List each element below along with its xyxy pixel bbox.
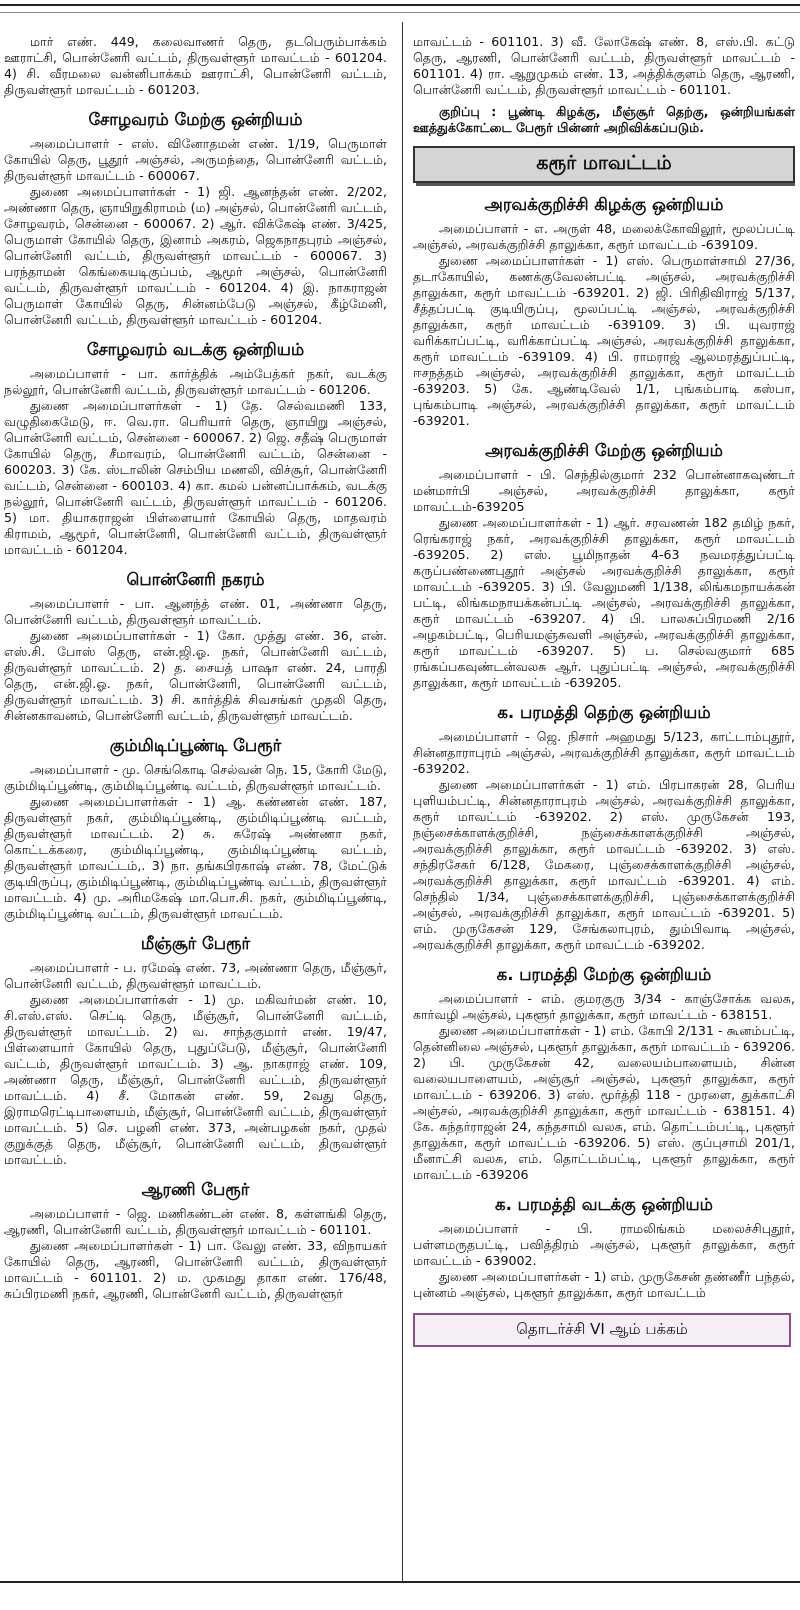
bottom-rule: [0, 1581, 800, 1583]
body-paragraph: துணை அமைப்பாளர்கள் - 1) பா. வேலு எண். 33, விநாயகர் கோயில் தெரு, ஆரணி, பொன்னேரி வட்டம், திருவள்ளூர் மாவட்டம் - 601101. 2) ம. முகமது தாகா எண். 176/48, சுப்பிரமணி நகர், ஆரணி, பொன்னேரி வட்டம், திருவள்ளூர்: [4, 1238, 387, 1301]
body-paragraph: அமைப்பாளர் - எ. அருள் 48, மலைக்கோவிலூர், மூலப்பட்டி அஞ்சல், அரவக்குறிச்சி தாலுக்கா, கரூர் மாவட்டம் -639109.: [413, 221, 795, 252]
left-column: [4, 34, 387, 1577]
district-banner: கரூர் மாவட்டம்: [413, 146, 795, 183]
section-heading: அரவக்குறிச்சி கிழக்கு ஒன்றியம்: [484, 195, 724, 214]
body-paragraph: துணை அமைப்பாளர்கள் - 1) ஆ. கண்ணன் எண். 187, திருவள்ளூர் நகர், கும்மிடிப்பூண்டி, கும்மிடிப்பூண்டி வட்டம், திருவள்ளூர் மாவட்டம். 2) சு. சுரேஷ் அண்ணா நகர், கொட்டக்கரை, கும்மிடிப்பூண்டி, கும்மிடிப்பூண்டி வட்டம், திருவள்ளூர் மாவட்டம்,. 3) நா. தங்கபிரகாஷ் எண். 78, மேட்டுக் குடியிருப்பு, கும்மிடிப்பூண்டி, கும்மிடிப்பூண்டி வட்டம், திருவள்ளூர் மாவட்டம். 4) மு. அரிமகேஷ் மா.பொ.சி. நகர், கும்மிடிப்பூண்டி, கும்மிடிப்பூண்டி வட்டம், திருவள்ளூர் மாவட்டம்.: [4, 794, 387, 921]
body-paragraph: துணை அமைப்பாளர்கள் - 1) எம். பிரபாகரன் 28, பெரிய புளியம்பட்டி, சின்னதாராபுரம் அஞ்சல், அரவக்குறிச்சி தாலுக்கா, கரூர் மாவட்டம் -639202. 2) எஸ். முருகேசன் 193, நஞ்சைக்காளக்குறிச்சி, நஞ்சைக்காளக்குறிச்சி அஞ்சல், அரவக்குறிச்சி தாலுக்கா, கரூர் மாவட்டம் -639202. 3) எஸ். சந்திரசேகர் 6/128, மேகரை, புஞ்சைக்காளக்குறிச்சி அஞ்சல், அரவக்குறிச்சி தாலுக்கா, கரூர் மாவட்டம் -639201. 4) எம். செந்தில் 1/34, புஞ்சைக்காளக்குறிச்சி, புஞ்சைக்காளக்குறிச்சி அஞ்சல், அரவக்குறிச்சி தாலுக்கா, கரூர் மாவட்டம் -639201. 5) எம். முருகேசன் 129, சேங்கலாபுரம், தும்பிவாடி அஞ்சல், அரவக்குறிச்சி தாலுக்கா, கரூர் மாவட்டம் -639202.: [413, 777, 795, 952]
body-paragraph: அமைப்பாளர் - ப. ரமேஷ் எண். 73, அண்ணா தெரு, மீஞ்சூர், பொன்னேரி வட்டம், திருவள்ளூர் மாவட்டம்.: [4, 960, 387, 991]
section-heading: க. பரமத்தி வடக்கு ஒன்றியம்: [495, 1195, 713, 1214]
body-paragraph: துணை அமைப்பாளர்கள் - 1) எம். முருகேசன் தண்ணீர் பந்தல், புன்னம் அஞ்சல், புகளூர் தாலுக்கா, கரூர் மாவட்டம்: [413, 1269, 795, 1300]
body-paragraph: துணை அமைப்பாளர்கள் - 1) கோ. முத்து எண். 36, என். எஸ்.சி. போஸ் தெரு, என்.ஜி.ஓ. நகர், பொன்னேரி வட்டம், திருவள்ளூர் மாவட்டம். 2) த. சையத் பாஷா எண். 24, பாரதி தெரு, என்.ஜி.ஓ. நகர், பொன்னேரி, பொன்னேரி வட்டம், திருவள்ளூர் மாவட்டம். 3) சி. கார்த்திக் சிவசங்கர் முதலி தெரு, சின்னகாவனம், பொன்னேரி வட்டம், திருவள்ளூர் மாவட்டம்.: [4, 628, 387, 723]
body-paragraph: அமைப்பாளர் - பி. ராமலிங்கம் மலைச்சிபுதூர், பள்ளமருதபட்டி, பவித்திரம் அஞ்சல், புகளூர் தாலுக்கா, கரூர் மாவட்டம் - 639002.: [413, 1221, 795, 1268]
section-heading: க. பரமத்தி தெற்கு ஒன்றியம்: [497, 703, 711, 722]
body-paragraph: அமைப்பாளர் - எம். குமரகுரு 3/34 - காஞ்சோக்க வலசு, கார்வழி அஞ்சல், புகளூர் தாலுக்கா, கரூர் மாவட்டம் - 638151.: [413, 991, 795, 1022]
section-heading: அரவக்குறிச்சி மேற்கு ஒன்றியம்: [485, 441, 723, 460]
continued-on-box: தொடர்ச்சி VI ஆம் பக்கம்: [413, 1313, 791, 1347]
section-heading: க. பரமத்தி மேற்கு ஒன்றியம்: [496, 965, 712, 984]
note-paragraph: குறிப்பு : பூண்டி கிழக்கு, மீஞ்சூர் தெற்கு, ஒன்றியங்கள் ஊத்துக்கோட்டை பேரூர் பின்னர் அறிவிக்கப்படும்.: [413, 104, 795, 135]
body-paragraph: அமைப்பாளர் - மு. செங்கொடி செல்வன் நெ. 15, கோரி மேடு, கும்மிடிப்பூண்டி, கும்மிடிப்பூண்டி வட்டம், திருவள்ளூர் மாவட்டம்.: [4, 762, 387, 793]
body-paragraph: அமைப்பாளர் - பா. ஆனந்த் எண். 01, அண்ணா தெரு, பொன்னேரி வட்டம், திருவள்ளூர் மாவட்டம்.: [4, 596, 387, 627]
top-rule: [0, 4, 800, 6]
body-paragraph: துணை அமைப்பாளர்கள் - 1) எம். கோபி 2/131 - கூனம்பட்டி, தென்னிலை அஞ்சல், புகளூர் தாலுக்கா, கரூர் மாவட்டம் - 639206. 2) பி. முருகேசன் 42, வலையம்பாளையம், சின்ன வலையபாளையம், அஞ்சூர் அஞ்சல், புகளூர் தாலுக்கா, கரூர் மாவட்டம் - 639206. 3) எஸ். மூர்த்தி 118 - முரளை, துக்காட்சி அஞ்சல், அரவக்குறிச்சி தாலுக்கா, கரூர் மாவட்டம் - 638151. 4) கே. சுந்தர்ராஜன் 24, கந்தசாமி வலசு, எம். தொட்டம்பட்டி, புகளூர் தாலுக்கா, கரூர் மாவட்டம் -639206. 5) எஸ். குப்புசாமி 201/1, மீனாட்சி வலசு, எம். தொட்டம்பட்டி, புகளூர் தாலுக்கா, கரூர் மாவட்டம் -639206: [413, 1023, 795, 1182]
section-heading: சோழவரம் மேற்கு ஒன்றியம்: [88, 110, 303, 129]
top-rule-thin: [0, 12, 800, 13]
body-paragraph: அமைப்பாளர் - பா. கார்த்திக் அம்பேத்கர் நகர், வடக்கு நல்லூர், பொன்னேரி வட்டம், திருவள்ளூர் மாவட்டம் - 601206.: [4, 366, 387, 397]
body-paragraph: துணை அமைப்பாளர்கள் - 1) ஆர். சரவணன் 182 தமிழ் நகர், ரெங்கராஜ் நகர், அரவக்குறிச்சி தாலுக்கா, கரூர் மாவட்டம் -639205. 2) எஸ். பூமிநாதன் 4-63 நவமரத்துப்பட்டி கருப்பண்ணைபுதூர் அஞ்சல் அரவக்குறிச்சி தாலுக்கா, கரூர் மாவட்டம் -639205. 3) பி. வேலுமணி 1/138, லிங்கமநாயக்கன் பட்டி, லிங்கமநாயக்கன்பட்டி அஞ்சல், அரவக்குறிச்சி தாலுக்கா, கரூர் மாவட்டம் -639207. 4) பி. பாலசுப்பிரமணி 2/16 அழகம்பட்டி, பெரியமஞ்சுவளி அஞ்சல், அரவக்குறிச்சி தாலுக்கா, கரூர் மாவட்டம் -639207. 5) ப. செல்வகுமார் 685 ரங்கப்பகவுண்டன்வலசு ஆர். புதுப்பட்டி அஞ்சல், அரவக்குறிச்சி தாலுக்கா, கரூர் மாவட்டம் -639205.: [413, 515, 795, 690]
section-heading: சோழவரம் வடக்கு ஒன்றியம்: [86, 340, 305, 359]
body-paragraph: துணை அமைப்பாளர்கள் - 1) தே. செல்வமணி 133, வழுதிகைமேடு, ஈ. வெ.ரா. பெரியார் தெரு, ஞாயிறு அஞ்சல், பொன்னேரி வட்டம், சென்னை - 600067. 2) ஜெ. சதீஷ் பெருமாள் கோயில் தெரு, சீமாவரம், பொன்னேரி வட்டம், சென்னை - 600203. 3) கே. ஸ்டாலின் செம்பிய மணலி, விச்சூர், பொன்னேரி வட்டம், சென்னை - 600103. 4) கா. கமல் பன்னப்பாக்கம், வடக்கு நல்லூர், பொன்னேரி வட்டம், திருவள்ளூர் மாவட்டம் - 601206. 5) மா. தியாகராஜன் பிள்ளையார் கோயில் தெரு, மாதவரம் கிராமம், ஆமூர், பொன்னேரி, பொன்னேரி வட்டம், திருவள்ளூர் மாவட்டம் - 601204.: [4, 398, 387, 557]
body-paragraph: அமைப்பாளர் - ஜெ. நிசார் அஹமது 5/123, காட்டாம்புதூர், சின்னதாராபுரம் அஞ்சல், அரவக்குறிச்சி தாலுக்கா, கரூர் மாவட்டம் -639202.: [413, 729, 795, 776]
body-paragraph: துணை அமைப்பாளர்கள் - 1) எஸ். பெருமாள்சாமி 27/36, தடாகோயில், கணக்குவேலன்பட்டி அஞ்சல், அரவக்குறிச்சி தாலுக்கா, கரூர் மாவட்டம் -639201. 2) ஜி. பிரிதிவிராஜ் 5/137, சீத்தப்பட்டி குடியிருப்பு, மூலப்பட்டி அஞ்சல், அரவக்குறிச்சி தாலுக்கா, கரூர் மாவட்டம் -639109. 3) பி. யுவராஜ் வரிக்காப்பட்டி, வரிக்காப்பட்டி அஞ்சல், அரவக்குறிச்சி தாலுக்கா, கரூர் மாவட்டம் -639109. 4) பி. ராமராஜ் ஆலமரத்துப்பட்டி, ஈசநத்தம் அஞ்சல், அரவக்குறிச்சி தாலுக்கா, கரூர் மாவட்டம் -639203. 5) கே. ஆண்டிவேல் 1/1, புங்கம்பாடி கஸ்பா, புங்கம்பாடி அஞ்சல், அரவக்குறிச்சி தாலுக்கா, கரூர் மாவட்டம் -639201.: [413, 253, 795, 428]
body-paragraph: மார் எண். 449, கலைவாணர் தெரு, தடபெரும்பாக்கம் ஊராட்சி, பொன்னேரி வட்டம், திருவள்ளூர் மாவட்டம் - 601204. 4) சி. வீரமலை வன்னிபாக்கம் ஊராட்சி, பொன்னேரி வட்டம், திருவள்ளூர் மாவட்டம் - 601203.: [4, 34, 387, 97]
section-heading: மீஞ்சூர் பேரூர்: [140, 934, 251, 953]
body-paragraph: துணை அமைப்பாளர்கள் - 1) மு. மகிவர்மன் எண். 10, சி.எஸ்.எஸ். செட்டி தெரு, மீஞ்சூர், பொன்னேரி வட்டம், திருவள்ளூர் மாவட்டம். 2) வ. சாந்தகுமார் எண். 19/47, பிள்ளையார் கோயில் தெரு, புதுப்பேடு, மீஞ்சூர், பொன்னேரி வட்டம், திருவள்ளூர் மாவட்டம். 3) ஆ. நாகராஜ் எண். 109, அண்ணா தெரு, மீஞ்சூர், பொன்னேரி வட்டம், திருவள்ளூர் மாவட்டம். 4) சீ. மோகன் எண். 59, 2வது தெரு, இராமரெட்டிபாளையம், மீஞ்சூர், பொன்னேரி வட்டம், திருவள்ளூர் மாவட்டம். 5) செ. பழனி எண். 373, அன்பழகன் நகர், முதல் குறுக்குத் தெரு, மீஞ்சூர், பொன்னேரி வட்டம், திருவள்ளூர் மாவட்டம்.: [4, 992, 387, 1167]
body-paragraph: அமைப்பாளர் - ஜெ. மணிகண்டன் எண். 8, கள்ளங்கி தெரு, ஆரணி, பொன்னேரி வட்டம், திருவள்ளூர் மாவட்டம் - 601101.: [4, 1206, 387, 1237]
section-heading: ஆரணி பேரூர்: [141, 1180, 250, 1199]
body-paragraph: மாவட்டம் - 601101. 3) வீ. லோகேஷ் எண். 8, எஸ்.பி. கட்டு தெரு, ஆரணி, பொன்னேரி வட்டம், திருவள்ளூர் மாவட்டம் - 601101. 4) ரா. ஆறுமுகம் எண். 13, அத்திக்குளம் தெரு, ஆரணி, பொன்னேரி வட்டம், திருவள்ளூர் மாவட்டம் - 601101.: [413, 34, 795, 97]
section-heading: பொன்னேரி நகரம்: [126, 570, 265, 589]
section-heading: கும்மிடிப்பூண்டி பேரூர்: [109, 736, 282, 755]
body-paragraph: அமைப்பாளர் - எஸ். வினோதமன் எண். 1/19, பெருமாள் கோயில் தெரு, பூதூர் அஞ்சல், அருமந்தை, பொன்னேரி வட்டம், திருவள்ளூர் மாவட்டம் - 600067.: [4, 136, 387, 183]
body-paragraph: துணை அமைப்பாளர்கள் - 1) ஜி. ஆனந்தன் எண். 2/202, அண்ணா தெரு, ஞாயிறுகிராமம் (ம) அஞ்சல், பொன்னேரி வட்டம், சோழவரம், சென்னை - 600067. 2) ஆர். விக்கேஷ் எண். 3/425, பெருமாள் கோயில் தெரு, இனாம் அகரம், ஜெகநாதபுரம் அஞ்சல், பொன்னேரி வட்டம், திருவள்ளூர் மாவட்டம் - 600067. 3) பரந்தாமன் கெங்கையடிகுப்பம், ஆமூர் அஞ்சல், பொன்னேரி வட்டம், திருவள்ளூர் மாவட்டம் - 601204. 4) இ. நாகராஜன் பெருமாள் கோயில் தெரு, சின்னம்பேடு அஞ்சல், கீழ்மேனி, பொன்னேரி வட்டம், திருவள்ளூர் மாவட்டம் - 601204.: [4, 184, 387, 327]
column-divider: [402, 22, 403, 1582]
body-paragraph: அமைப்பாளர் - பி. செந்தில்குமார் 232 பொன்னாகவுண்டர் மன்மார்பி அஞ்சல், அரவக்குறிச்சி தாலுக்கா, கரூர் மாவட்டம்-639205: [413, 467, 795, 514]
right-column: [413, 34, 795, 1577]
